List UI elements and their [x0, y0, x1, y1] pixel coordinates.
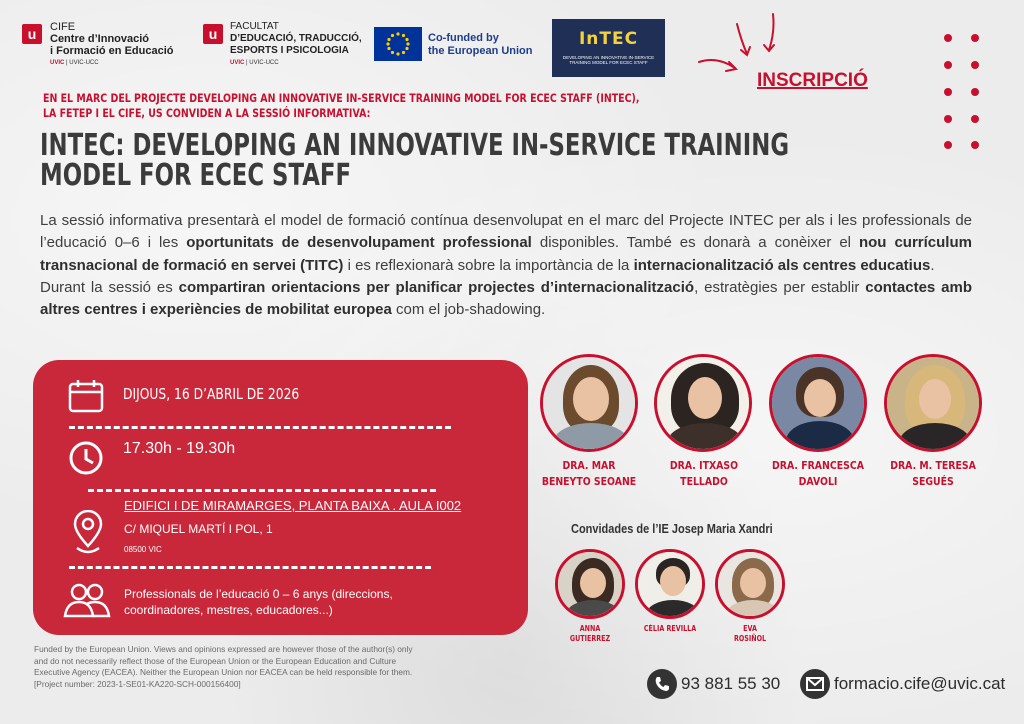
speaker-photo-4: [884, 354, 982, 452]
cife-logo-sub: [50, 60, 99, 66]
event-info-box: [33, 360, 528, 635]
cife-line2: Centre d’Innovació: [50, 33, 150, 45]
p2e: com el job-shadowing.: [391, 301, 546, 319]
speaker-name-3: [770, 458, 865, 490]
description-p2: [40, 277, 972, 322]
location-pin-icon: [71, 510, 105, 556]
title-line2: MODEL FOR ECEC STAFF: [40, 158, 352, 193]
p2c: , estratègies per establir: [694, 278, 866, 296]
eu-cofunded-text: [428, 32, 533, 58]
event-time: 17.30h - 19.30h: [123, 440, 236, 457]
people-icon: [63, 582, 111, 618]
disclaimer-line2: and do not necessarily reflect those of the European Union or the European Education and Culture: [34, 655, 397, 666]
intro-line2: LA FETEP I EL CIFE, US CONVIDEN A LA SESSIÓ INFORMATIVA:: [43, 106, 371, 120]
divider: [69, 566, 431, 569]
guest-2-line1: CÈLIA REVILLA: [643, 624, 697, 633]
p1c: disponibles. També es donarà a conèixer el: [531, 234, 859, 252]
description: [40, 210, 972, 321]
eu-line2: the European Union: [428, 45, 533, 57]
inscripcio-link[interactable]: INSCRIPCIÓ: [757, 70, 868, 91]
cife-sub-red: UVIC: [50, 60, 65, 66]
guests-title: Convidades de l’IE Josep Maria Xandri: [571, 522, 773, 536]
decorative-dots: [944, 34, 984, 152]
description-p1: [40, 210, 972, 277]
speaker-name-2: [656, 458, 751, 490]
page-title: [40, 128, 790, 193]
speaker-name-4: [885, 458, 980, 490]
uvic-logo-mark: u: [22, 24, 42, 44]
event-date: DIJOUS, 16 D’ABRIL DE 2026: [123, 385, 300, 403]
p1g: .: [930, 256, 935, 274]
eu-line1: Co-funded by: [428, 32, 499, 44]
guest-3-line1: EVA: [743, 624, 757, 633]
faculty-logo-sub: [230, 60, 279, 66]
mail-icon: [800, 669, 830, 699]
title-line1: INTEC: DEVELOPING AN INNOVATIVE IN-SERVICE TRAINING: [40, 128, 790, 163]
divider: [88, 489, 436, 492]
calendar-icon: [68, 379, 104, 413]
speaker-name-1: [541, 458, 636, 490]
disclaimer-line3: Executive Agency (EACEA). Neither the European Union nor EACEA can be held responsible for them.: [34, 667, 413, 678]
faculty-logo-text: [230, 21, 362, 57]
contact-phone[interactable]: 93 881 55 30: [681, 674, 781, 693]
event-place-line3: 08500 VIC: [124, 545, 162, 554]
event-place-line2: C/ MIQUEL MARTÍ I POL, 1: [124, 522, 273, 536]
guest-photo-1: [555, 549, 625, 619]
audience-line2: coordinadores, mestres, educadores...): [124, 603, 333, 617]
speaker-2-line1: DRA. ITXASO: [669, 459, 739, 472]
p1d: nou currículum transnacional de formació en servei (TITC): [40, 234, 972, 274]
guest-photo-3: [715, 549, 785, 619]
guest-name-1: [556, 624, 624, 644]
speaker-1-line1: DRA. MAR: [562, 459, 616, 472]
uvic-logo-mark-2: u: [203, 24, 223, 44]
phone-icon: [647, 669, 677, 699]
cife-line1: CIFE: [50, 21, 76, 33]
speaker-4-line1: DRA. M. TERESA: [890, 459, 976, 472]
speaker-1-line2: BENEYTO SEOANE: [541, 475, 637, 488]
intro-line1: EN EL MARC DEL PROJECTE DEVELOPING AN INNOVATIVE IN-SERVICE TRAINING MODEL FOR ECEC STAFF (INTEC),: [43, 91, 640, 105]
cife-line3: i Formació en Educació: [50, 45, 174, 57]
guest-3-line2: ROSIÑOL: [733, 634, 767, 643]
eu-flag-icon: [374, 27, 422, 61]
intec-logo: [552, 19, 665, 77]
event-audience: [124, 586, 393, 618]
p2a: Durant la sessió es: [40, 278, 179, 296]
guest-name-3: [716, 624, 784, 644]
disclaimer-line4: [Project number: 2023-1-SE01-KA220-SCH-000156400]: [34, 678, 241, 689]
cife-sub-rest: | UVIC-UCC: [64, 60, 99, 66]
p1f: internacionalització als centres educatius: [633, 256, 931, 274]
fac-sub-rest: | UVIC-UCC: [244, 60, 279, 66]
cife-logo-text: [50, 21, 173, 57]
guest-photo-2: [635, 549, 705, 619]
speaker-3-line2: DAVOLI: [798, 475, 838, 488]
contact-email[interactable]: formacio.cife@uvic.cat: [834, 674, 1006, 693]
speaker-3-line1: DRA. FRANCESCA: [772, 459, 864, 472]
disclaimer-line1: Funded by the European Union. Views and opinions expressed are however those of the author(s) only: [34, 644, 413, 654]
audience-line1: Professionals de l’educació 0 – 6 anys (direccions,: [124, 587, 393, 601]
p2b: compartiran orientacions per planificar projectes d’internacionalització: [178, 278, 695, 296]
guest-name-2: [636, 624, 704, 634]
p1a: La sessió informativa presentarà el model de formació contínua desenvolupat en el marc del Projecte INTEC per als i les professionals de l’educació 0–6 i les: [40, 212, 972, 252]
speaker-photo-1: [540, 354, 638, 452]
p1b: oportunitats de desenvolupament professional: [186, 234, 532, 252]
p1e: i es reflexionarà sobre la importància de la: [343, 256, 634, 274]
speaker-4-line2: SEGUÉS: [912, 475, 954, 488]
fac-line1: FACULTAT: [230, 21, 279, 32]
clock-icon: [68, 440, 104, 476]
divider: [69, 426, 451, 429]
speaker-2-line2: TELLADO: [680, 475, 728, 488]
fac-sub-red: UVIC: [230, 60, 245, 66]
speaker-photo-2: [654, 354, 752, 452]
fac-line2: D’EDUCACIÓ, TRADUCCIÓ,: [230, 33, 362, 44]
intec-logo-sub: DEVELOPING AN INNOVATIVE IN-SERVICE TRAINING MODEL FOR ECEC STAFF: [562, 55, 655, 65]
intro-text: [43, 91, 640, 121]
event-place-line1[interactable]: EDIFICI I DE MIRAMARGES, PLANTA BAIXA . AULA I002: [124, 498, 462, 513]
intec-logo-word: InTEC: [578, 29, 639, 49]
fac-line3: ESPORTS I PSICOLOGIA: [230, 45, 349, 56]
speaker-photo-3: [769, 354, 867, 452]
guest-1-line1: ANNA: [579, 624, 601, 633]
funding-disclaimer: [34, 644, 534, 690]
p2d: contactes amb altres centres i experiències de mobilitat europea: [40, 278, 972, 319]
guest-1-line2: GUTIERREZ: [569, 634, 611, 643]
